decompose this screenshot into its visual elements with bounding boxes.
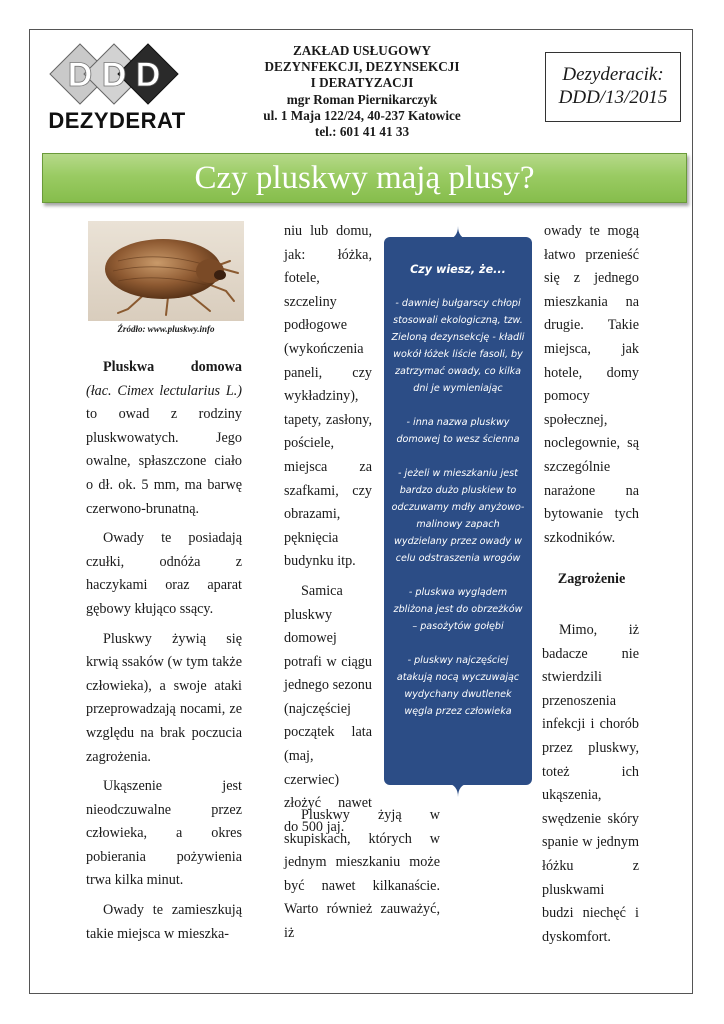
header-line-5: ul. 1 Maja 122/24, 40-237 Katowice (263, 107, 461, 123)
fact-item-4: - pluskwa wyglądem zbliżona jest do obrzeżków – pasożytów gołębi (393, 587, 523, 632)
col1-paragraph-5: Owady te zamieszkują takie miejsca w mieszka- (86, 902, 242, 942)
box-notch-bottom (447, 783, 469, 797)
col1-paragraph-1: to owad z rodziny pluskwowatych. Jego owalne, spłaszczone ciało o dł. ok. 5 mm, ma barwę czerwono-brunatną. (86, 406, 242, 517)
column-2 (284, 220, 372, 845)
col2-paragraph-3: Pluskwy żyją w skupiskach, których w jednym mieszkaniu może być nawet kilkanaście. Warto również zauważyć, iż (284, 807, 440, 941)
photo-caption: Źródło: www.pluskwy.info (117, 324, 215, 334)
fact-item-3: - jeżeli w mieszkaniu jest bardzo dużo pluskiew to odczuwamy mdły anyżowo-malinowy zapach wydzielany przez owady w celu odstraszenia wrogów (391, 468, 525, 564)
title-banner: Czy pluskwy mają plusy? (42, 153, 687, 203)
col1-paragraph-3: Pluskwy żywią się krwią ssaków (w tym także człowieka), a swoje ataki przeprowadzają nocami, ze względu na brak poczucia zagrożenia. (86, 630, 242, 765)
issue-code-number: DDD/13/2015 (558, 87, 668, 108)
column-2-bottom (284, 804, 440, 952)
issue-code-label: Dezyderacik: (562, 64, 664, 85)
fact-item-5: - pluskwy najczęściej atakują nocą wyczuwając wydychany dwutlenek węgla przez człowieka (396, 655, 520, 717)
column-1 (86, 356, 242, 952)
did-you-know-title: Czy wiesz, że... (410, 263, 506, 276)
header-line-4: mgr Roman Piernikarczyk (286, 91, 438, 107)
col1-paragraph-2: Owady te posiadają czułki, odnóża z haczykami oraz aparat gębowy kłująco ssący. (86, 530, 242, 617)
col2-paragraph-1: niu lub domu, jak: łóżka, fotele, szczeliny podłogowe (wykończenia paneli, czy wykładziny), tapety, zasłony, pościele, miejsca za szafkami, czy obrazami, pęknięcia budynku itp. (284, 223, 372, 570)
company-header (232, 43, 492, 140)
threat-heading: Zagrożenie (557, 571, 626, 588)
latin-name: (łac. Cimex lectularius L.) (86, 382, 242, 399)
header-line-6: tel.: 601 41 41 33 (314, 124, 410, 140)
company-logo (42, 42, 192, 134)
col3-paragraph-1: owady te mogą łatwo przenieść się z jednego mieszkania na drugie. Takie miejsca, jak hotele, domy pomocy społecznej, noclegownie, są szczególnie narażone na bytowanie tych szkodników. (544, 223, 639, 546)
logo-letter-3: D (135, 56, 161, 94)
issue-code-box (545, 52, 681, 122)
header-line-2: DEZYNFEKCJI, DEZYNSEKCJI (264, 59, 460, 75)
column-3-bottom (482, 619, 639, 955)
col2-paragraph-2: Samica pluskwy domowej potrafi w ciągu jednego sezonu (najczęściej początek lata (maj, czerwiec) złożyć nawet do 500 jaj. (284, 582, 372, 835)
header-line-3: I DERATYZACJI (310, 75, 414, 91)
logo-name: DEZYDERAT (48, 108, 186, 133)
fact-item-2: - inna nazwa pluskwy domowej to wesz ścienna (396, 417, 520, 445)
col1-paragraph-4: Ukąszenie jest nieodczuwalne przez człowieka, a okres pobierania pożywienia trwa kilka minut. (86, 778, 242, 889)
species-name: Pluskwa domowa (103, 359, 242, 375)
bedbug-photo (88, 221, 244, 321)
column-3 (544, 220, 639, 610)
logo-letter-1: D (67, 56, 93, 94)
fact-item-1: - dawniej bułgarscy chłopi stosowali ekologiczną, tzw. Zieloną dezynsekcję - kładli wokół łóżek liście fasoli, by zatrzymać owady, co kilka dni je wymieniając (391, 298, 525, 394)
col3-paragraph-2: Mimo, iż badacze nie stwierdzili przenoszenia infekcji i chorób przez pluskwy, toteż ich ukąszenia, swędzenie skóry spanie w jednym łóżku z pluskwami budzi niechęć i dyskomfort. (542, 622, 639, 945)
logo-letter-2: D (101, 56, 127, 94)
header-line-1: ZAKŁAD USŁUGOWY (292, 43, 432, 58)
